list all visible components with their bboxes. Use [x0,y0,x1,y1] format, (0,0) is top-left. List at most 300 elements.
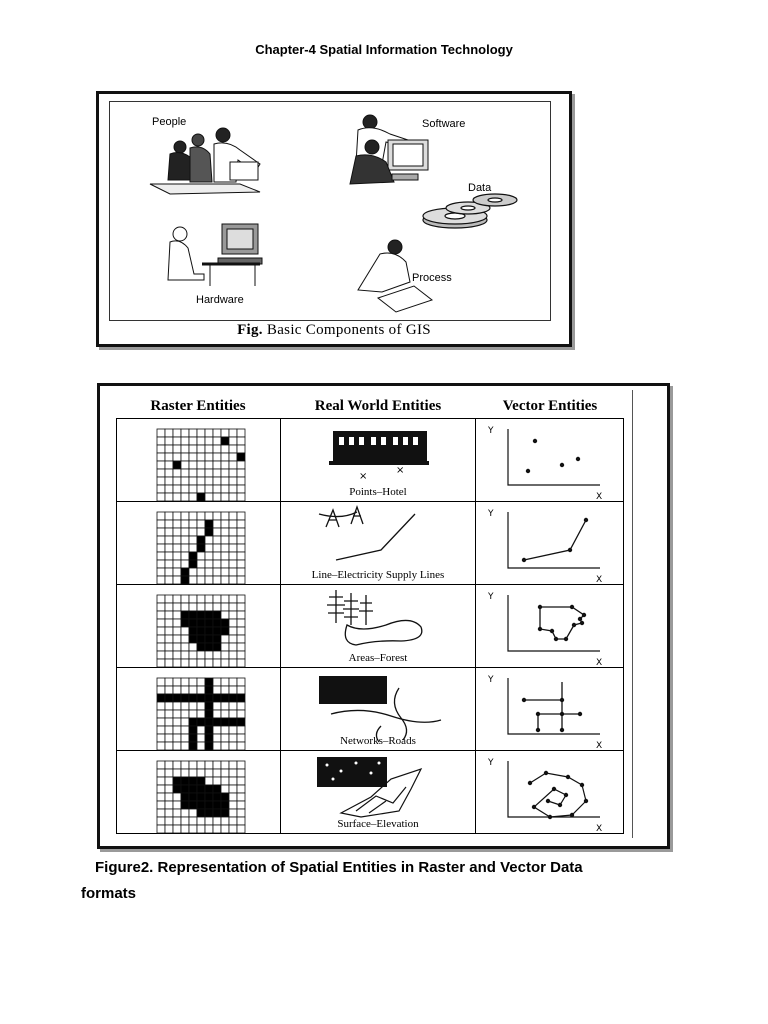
raster-cell [237,512,245,520]
raster-cell [197,568,205,576]
raster-cell [173,493,181,501]
raster-cell [189,528,197,536]
raster-cell [165,512,173,520]
raster-cell [189,686,197,694]
raster-cell [181,742,189,750]
raster-cell [221,576,229,584]
raster-cell [173,477,181,485]
raster-cell [213,485,221,493]
raster-cell [197,544,205,552]
raster-cell [229,493,237,501]
raster-cell [189,761,197,769]
raster-cell [189,437,197,445]
raster-cell [173,603,181,611]
x-axis-label: X [596,492,603,502]
raster-cell [229,544,237,552]
raster-cell [221,718,229,726]
raster-cell [197,678,205,686]
raster-cell [205,520,213,528]
vector-vertex [522,698,526,702]
raster-cell [173,817,181,825]
raster-cell [157,493,165,501]
vector-vertex [582,613,586,617]
y-axis-label: Y [488,592,494,602]
vector-cell-points [476,419,624,502]
label-areas-forest: Areas–Forest [348,652,408,664]
vector-vertex [570,605,574,609]
raster-cell [237,734,245,742]
raster-cell [213,595,221,603]
vector-vertex [560,712,564,716]
raster-cell [173,576,181,584]
raster-cell [157,785,165,793]
raster-cell [197,734,205,742]
raster-cell [229,469,237,477]
raster-cell [165,477,173,485]
raster-cell [181,702,189,710]
raster-cell [189,469,197,477]
raster-cell [189,825,197,833]
figure2-panel [110,390,633,838]
raster-cell [221,734,229,742]
raster-cell [157,445,165,453]
raster-cell [237,769,245,777]
raster-cell [237,429,245,437]
raster-cell [197,627,205,635]
raster-cell [229,635,237,643]
raster-cell [189,595,197,603]
raster-cell [229,651,237,659]
raster-cell [229,536,237,544]
raster-cell [213,777,221,785]
raster-cell [229,576,237,584]
raster-cell [205,734,213,742]
raster-cell [229,445,237,453]
raster-cell [205,726,213,734]
raster-cell [165,635,173,643]
raster-cell [189,718,197,726]
raster-cell [197,801,205,809]
raster-cell [189,445,197,453]
raster-cell [165,761,173,769]
vector-vertex [538,627,542,631]
raster-cell [173,734,181,742]
raster-cell [173,611,181,619]
label-software: Software [422,118,466,130]
raster-cell [237,619,245,627]
raster-cell [229,512,237,520]
raster-cell [221,809,229,817]
raster-cell [221,627,229,635]
raster-cell [181,520,189,528]
raster-cell [189,619,197,627]
raster-cell [221,726,229,734]
raster-cell [229,552,237,560]
raster-cell [157,437,165,445]
raster-cell [237,544,245,552]
raster-cell [237,825,245,833]
raster-cell [221,568,229,576]
raster-cell [237,611,245,619]
raster-cell [229,678,237,686]
raster-cell [181,512,189,520]
raster-cell [157,702,165,710]
raster-cell [237,453,245,461]
raster-cell [229,686,237,694]
raster-cell [189,769,197,777]
raster-cell [189,461,197,469]
raster-cell [221,477,229,485]
raster-cell [165,710,173,718]
raster-cell [237,793,245,801]
raster-cell [213,635,221,643]
raster-cell [229,520,237,528]
raster-cell [165,520,173,528]
vector-axes [508,429,600,485]
raster-cell [197,611,205,619]
raster-cell [165,445,173,453]
raster-cell [165,726,173,734]
raster-cell [221,678,229,686]
raster-cell [181,560,189,568]
raster-cell [213,825,221,833]
raster-cell [165,718,173,726]
raster-cell [221,469,229,477]
raster-cell [205,817,213,825]
raster-cell [213,560,221,568]
raster-cell [237,659,245,667]
vector-vertex [522,558,526,562]
raster-cell [165,576,173,584]
raster-cell [221,785,229,793]
raster-cell [221,445,229,453]
raster-cell [173,437,181,445]
svg-text:×: × [358,471,368,482]
table-row-surface [117,751,624,834]
raster-cell [229,611,237,619]
raster-cell [197,595,205,603]
svg-text:×: × [395,465,405,476]
raster-cell [237,801,245,809]
vector-vertex [560,728,564,732]
raster-cell [157,528,165,536]
vector-vertex [550,629,554,633]
raster-cell [237,437,245,445]
raster-cell [189,726,197,734]
raster-cell [165,485,173,493]
raster-cell [205,595,213,603]
raster-cell [229,694,237,702]
raster-cell [181,785,189,793]
raster-cell [181,825,189,833]
raster-cell [157,477,165,485]
x-axis-label: X [596,741,603,751]
raster-cell [165,785,173,793]
raster-cell [157,710,165,718]
raster-cell [213,520,221,528]
vector-network [476,668,624,751]
raster-cell [165,437,173,445]
raster-cell [229,619,237,627]
raster-cell [157,461,165,469]
raster-cell [173,793,181,801]
raster-cell [213,528,221,536]
raster-cell [173,528,181,536]
raster-cell-areas [117,585,281,668]
raster-cell [181,694,189,702]
raster-cell [221,801,229,809]
raster-cell [165,453,173,461]
raster-cell [173,726,181,734]
raster-cell [205,659,213,667]
vector-vertex [548,815,552,819]
raster-cell [165,493,173,501]
vector-area [476,585,624,668]
raster-cell [157,734,165,742]
raster-cell [157,801,165,809]
raster-cell [213,453,221,461]
raster-cell [157,429,165,437]
raster-cell [173,568,181,576]
raster-cell [165,694,173,702]
raster-cell [157,520,165,528]
vector-surface [476,751,624,834]
raster-cell [157,686,165,694]
raster-cell [173,461,181,469]
raster-cell [197,528,205,536]
raster-cell [205,702,213,710]
raster-cell [165,536,173,544]
raster-cell [181,627,189,635]
label-process: Process [412,272,452,284]
raster-cell [173,785,181,793]
raster-cell [213,576,221,584]
vector-line [476,502,624,585]
raster-cell [229,643,237,651]
raster-cell [205,552,213,560]
raster-cell [221,635,229,643]
raster-cell [237,461,245,469]
raster-cell [165,619,173,627]
raster-cell [221,552,229,560]
raster-cell [181,493,189,501]
raster-cell [173,453,181,461]
raster-cell [229,734,237,742]
raster-cell [237,702,245,710]
raster-cell [197,576,205,584]
raster-cell [157,718,165,726]
vector-vertex [564,637,568,641]
raster-cell [189,643,197,651]
raster-cell [197,825,205,833]
raster-cell [205,742,213,750]
entities-table [116,418,624,834]
raster-cell [157,825,165,833]
raster-cell [213,469,221,477]
vector-vertex [572,623,576,627]
raster-cell [165,801,173,809]
raster-cell [157,726,165,734]
raster-cell [205,576,213,584]
raster-cell [221,520,229,528]
vector-vertex [538,605,542,609]
raster-cell [197,469,205,477]
vector-vertex [564,793,568,797]
raster-cell [165,793,173,801]
raster-cell [181,777,189,785]
raster-cell [213,726,221,734]
raster-cell [221,710,229,718]
raster-cell [205,477,213,485]
raster-cell [189,777,197,785]
vector-vertex [584,799,588,803]
hardware-illustration [168,224,262,286]
raster-cell [173,718,181,726]
raster-cell [197,694,205,702]
raster-cell [213,817,221,825]
raster-cell [221,544,229,552]
vector-shape [540,607,584,639]
y-axis-label: Y [488,675,494,685]
raster-cell [221,825,229,833]
raster-cell [229,568,237,576]
raster-cell [213,568,221,576]
raster-cell [157,576,165,584]
raster-cell [173,777,181,785]
raster-cell [173,659,181,667]
raster-cell [221,485,229,493]
raster-cell [189,742,197,750]
raster-cell [197,659,205,667]
raster-cell [197,429,205,437]
vector-vertex [578,617,582,621]
raster-cell [205,453,213,461]
raster-cell [229,726,237,734]
vector-vertex [546,799,550,803]
vector-axes [508,595,600,651]
raster-cell [181,726,189,734]
raster-cell [165,659,173,667]
raster-cell [157,809,165,817]
raster-cell [197,445,205,453]
vector-vertex [570,813,574,817]
raster-cell [197,742,205,750]
raster-cell [213,552,221,560]
raster-cell [165,595,173,603]
raster-cell [173,761,181,769]
raster-cell [173,536,181,544]
raster-cell [237,560,245,568]
raster-cell [173,694,181,702]
raster-cell [173,686,181,694]
raster-cell [221,651,229,659]
raster-cell [237,809,245,817]
raster-cell [229,801,237,809]
raster-cell [205,801,213,809]
raster-cell [157,643,165,651]
raster-cell [181,769,189,777]
raster-cell [157,742,165,750]
gis-components-illustration [110,102,550,320]
raster-cell [157,793,165,801]
raster-cell [221,512,229,520]
raster-cell [165,678,173,686]
raster-cell [189,801,197,809]
label-networks-roads: Networks–Roads [340,735,416,747]
raster-cell [229,528,237,536]
raster-cell [229,769,237,777]
vector-vertex [580,783,584,787]
raster-cell [173,627,181,635]
raster-cell [181,552,189,560]
raster-cell [237,477,245,485]
label-hardware: Hardware [196,294,244,306]
raster-cell [181,461,189,469]
raster-cell [197,777,205,785]
raster-cell [221,536,229,544]
raster-cell [237,678,245,686]
raster-cell [237,469,245,477]
raster-cell [197,702,205,710]
raster-cell [237,445,245,453]
vector-vertex [532,805,536,809]
table-row-networks [117,668,624,751]
raster-cell [197,686,205,694]
raster-cell [213,769,221,777]
raster-cell [173,710,181,718]
raster-cell [213,627,221,635]
raster-cell [189,809,197,817]
raster-cell [189,702,197,710]
raster-cell [237,552,245,560]
raster-cell [189,552,197,560]
raster-cell [173,643,181,651]
raster-cell [189,659,197,667]
raster-cell [189,453,197,461]
raster-cell [165,603,173,611]
raster-cell [221,611,229,619]
raster-cell [197,536,205,544]
figure-raster-vector [97,383,670,849]
raster-cell [173,520,181,528]
raster-cell [173,595,181,603]
raster-grid-points [117,419,281,502]
raster-cell [181,718,189,726]
raster-cell [213,694,221,702]
raster-cell [213,493,221,501]
raster-cell [213,445,221,453]
y-axis-label: Y [488,509,494,519]
raster-cell [181,469,189,477]
raster-cell [229,742,237,750]
raster-cell [157,568,165,576]
raster-cell [205,611,213,619]
vector-vertex [558,803,562,807]
raster-cell [213,651,221,659]
raster-cell [237,651,245,659]
vector-vertex [580,621,584,625]
raster-cell [213,718,221,726]
raster-cell [213,761,221,769]
raster-cell [213,461,221,469]
raster-cell [165,552,173,560]
raster-cell [213,429,221,437]
raster-cell [229,603,237,611]
raster-grid-networks [117,668,281,751]
raster-cell [165,560,173,568]
raster-cell [197,710,205,718]
raster-cell [197,651,205,659]
